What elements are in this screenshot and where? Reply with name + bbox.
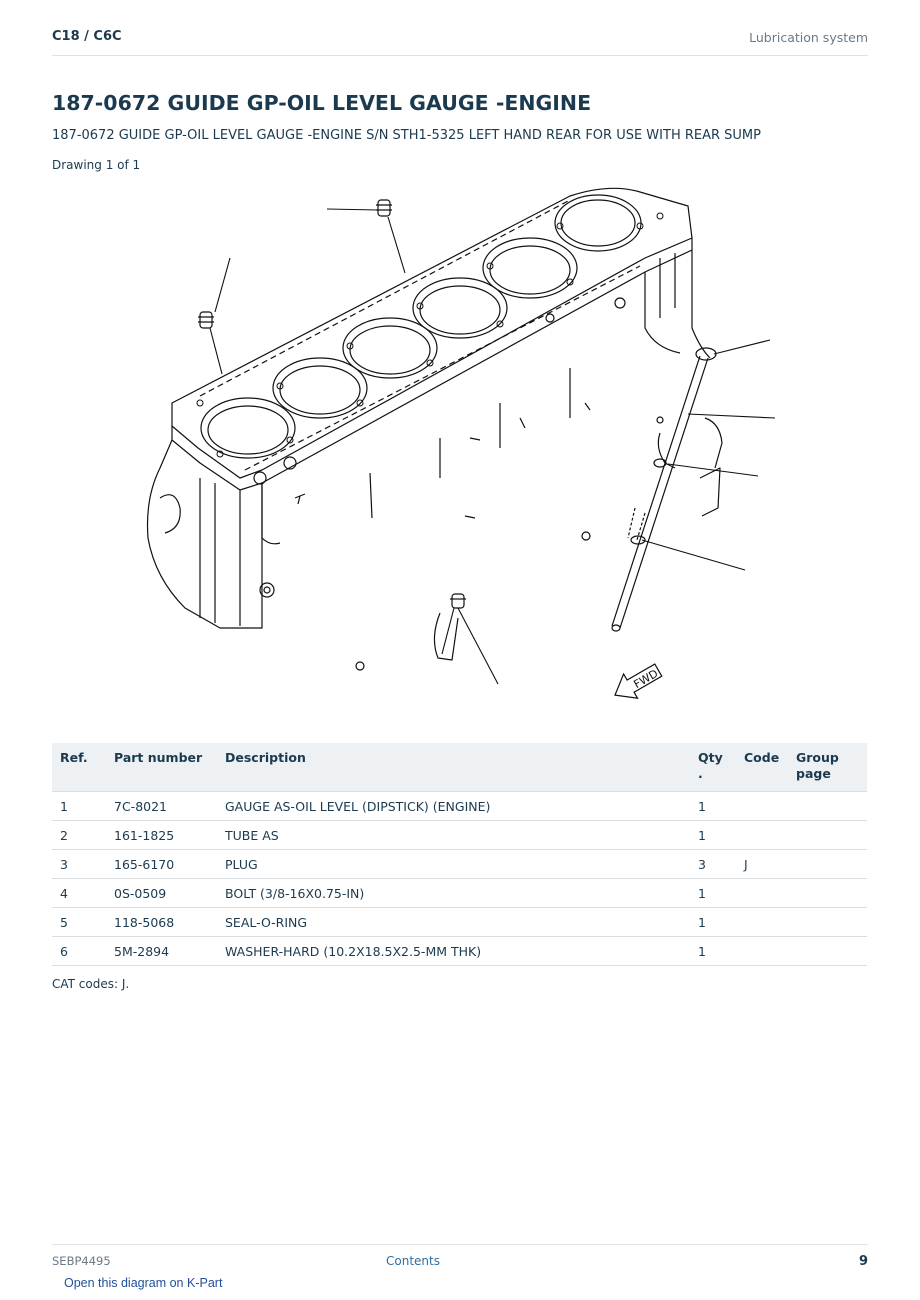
page-header: [52, 27, 868, 56]
col-group-page: Group page: [788, 743, 867, 792]
code-cell: [736, 937, 788, 966]
dipstick: [612, 348, 716, 631]
fwd-label: FWD: [631, 666, 661, 692]
qty-cell: 1: [690, 879, 736, 908]
table-row: [52, 821, 867, 850]
page-footer: [52, 1244, 868, 1275]
ref-cell: 6: [52, 937, 106, 966]
block-left-side: [148, 440, 263, 628]
kpart-link[interactable]: Open this diagram on K-Part: [64, 1276, 223, 1290]
code-cell: [736, 879, 788, 908]
table-row: [52, 908, 867, 937]
page-title: 187-0672 GUIDE GP-OIL LEVEL GAUGE -ENGINE: [52, 91, 592, 115]
table-row: [52, 850, 867, 879]
section-label: Lubrication system: [749, 30, 868, 45]
part-number-cell: 0S-0509: [106, 879, 217, 908]
table-row: [52, 792, 867, 821]
deck-holes: [197, 213, 663, 457]
col-description: Description: [217, 743, 690, 792]
contents-link[interactable]: Contents: [386, 1254, 440, 1268]
group-page-cell: [788, 908, 867, 937]
description-cell: BOLT (3/8-16X0.75-IN): [217, 879, 690, 908]
page-subtitle: 187-0672 GUIDE GP-OIL LEVEL GAUGE -ENGINE S/N STH1-5325 LEFT HAND REAR FOR USE WITH REAR SUMP: [52, 128, 761, 143]
code-cell: J: [736, 850, 788, 879]
code-cell: [736, 908, 788, 937]
ref-cell: 4: [52, 879, 106, 908]
description-cell: SEAL-O-RING: [217, 908, 690, 937]
fwd-arrow-icon: [608, 658, 665, 707]
code-cell: [736, 792, 788, 821]
ref-cell: 5: [52, 908, 106, 937]
leader-lines: [210, 209, 775, 684]
part-number-cell: 7C-8021: [106, 792, 217, 821]
parts-diagram: [140, 178, 790, 718]
parts-table: [52, 743, 867, 966]
drawing-label: Drawing 1 of 1: [52, 158, 141, 172]
part-number-cell: 165-6170: [106, 850, 217, 879]
col-code: Code: [736, 743, 788, 792]
group-page-cell: [788, 792, 867, 821]
ref-cell: 3: [52, 850, 106, 879]
description-cell: PLUG: [217, 850, 690, 879]
code-cell: [736, 821, 788, 850]
ref-cell: 2: [52, 821, 106, 850]
qty-cell: 1: [690, 937, 736, 966]
group-page-cell: [788, 879, 867, 908]
cat-codes-note: CAT codes: J.: [52, 977, 130, 991]
qty-cell: 1: [690, 792, 736, 821]
group-page-cell: [788, 937, 867, 966]
plug-icons: [198, 200, 466, 608]
doc-number: SEBP4495: [52, 1254, 111, 1268]
table-header-row: [52, 743, 867, 792]
qty-cell: 1: [690, 821, 736, 850]
description-cell: TUBE AS: [217, 821, 690, 850]
table-row: [52, 879, 867, 908]
model-label: C18 / C6C: [52, 29, 122, 44]
col-ref: Ref.: [52, 743, 106, 792]
qty-cell: 1: [690, 908, 736, 937]
table-row: [52, 937, 867, 966]
group-page-cell: [788, 850, 867, 879]
ref-cell: 1: [52, 792, 106, 821]
cylinder-bores: [201, 195, 641, 458]
description-cell: GAUGE AS-OIL LEVEL (DIPSTICK) (ENGINE): [217, 792, 690, 821]
block-deck: [172, 188, 692, 478]
page-number: 9: [858, 1254, 868, 1269]
part-number-cell: 118-5068: [106, 908, 217, 937]
group-page-cell: [788, 821, 867, 850]
part-number-cell: 161-1825: [106, 821, 217, 850]
col-part-number: Part number: [106, 743, 217, 792]
description-cell: WASHER-HARD (10.2X18.5X2.5-MM THK): [217, 937, 690, 966]
part-number-cell: 5M-2894: [106, 937, 217, 966]
col-qty: Qty .: [690, 743, 736, 792]
qty-cell: 3: [690, 850, 736, 879]
